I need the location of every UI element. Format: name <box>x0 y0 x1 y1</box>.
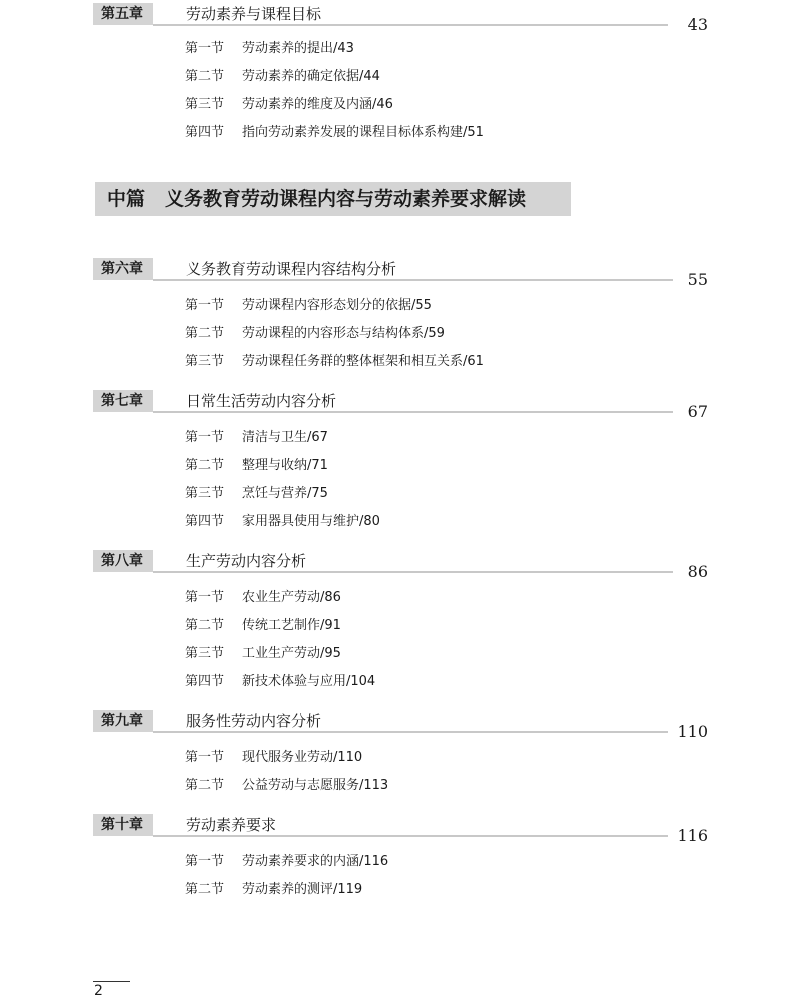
section-number: 第一节 <box>185 854 225 869</box>
chapter-rule <box>153 835 668 837</box>
section-title: 清洁与卫生/67 <box>242 430 328 445</box>
toc-entry[interactable] <box>185 40 354 58</box>
toc-entry[interactable] <box>185 881 362 899</box>
chapter-title: 劳动素养要求 <box>186 816 277 834</box>
toc-entry[interactable] <box>185 617 341 635</box>
section-number: 第二节 <box>185 618 225 633</box>
chapter-label: 第五章 <box>93 3 153 25</box>
section-number: 第三节 <box>185 354 225 369</box>
chapter-10 <box>93 814 708 844</box>
section-number: 第二节 <box>185 882 225 897</box>
toc-entry[interactable] <box>185 96 393 114</box>
toc-entry[interactable] <box>185 457 328 475</box>
toc-entry[interactable] <box>185 124 484 142</box>
toc-entry[interactable] <box>185 325 445 343</box>
chapter-page: 86 <box>687 562 708 581</box>
section-title: 劳动课程任务群的整体框架和相互关系/61 <box>242 354 484 369</box>
toc-entry[interactable] <box>185 297 432 315</box>
chapter-page: 55 <box>687 270 708 289</box>
section-number: 第三节 <box>185 646 225 661</box>
section-title: 整理与收纳/71 <box>242 458 328 473</box>
section-title: 现代服务业劳动/110 <box>242 750 363 765</box>
toc-entry[interactable] <box>185 353 484 371</box>
toc-entry[interactable] <box>185 68 380 86</box>
chapter-title: 生产劳动内容分析 <box>186 552 307 570</box>
section-number: 第一节 <box>185 41 225 56</box>
chapter-rule <box>153 24 668 26</box>
section-number: 第四节 <box>185 674 225 689</box>
section-number: 第二节 <box>185 458 225 473</box>
page-number: 2 <box>94 983 103 999</box>
chapter-9 <box>93 710 708 740</box>
chapter-5 <box>93 3 708 33</box>
section-number: 第二节 <box>185 778 225 793</box>
toc-entry[interactable] <box>185 853 388 871</box>
section-title: 新技术体验与应用/104 <box>242 674 376 689</box>
chapter-label: 第八章 <box>93 550 153 572</box>
section-title: 指向劳动素养发展的课程目标体系构建/51 <box>242 125 484 140</box>
section-title: 劳动素养的确定依据/44 <box>242 69 380 84</box>
chapter-label: 第九章 <box>93 710 153 732</box>
chapter-page: 110 <box>677 722 708 741</box>
chapter-rule <box>153 731 668 733</box>
toc-entry[interactable] <box>185 513 380 531</box>
section-number: 第三节 <box>185 486 225 501</box>
toc-entry[interactable] <box>185 749 362 767</box>
chapter-title: 义务教育劳动课程内容结构分析 <box>186 260 397 278</box>
chapter-8 <box>93 550 708 580</box>
toc-entry[interactable] <box>185 645 341 663</box>
chapter-page: 43 <box>687 15 708 34</box>
toc-entry[interactable] <box>185 429 328 447</box>
chapter-7 <box>93 390 708 420</box>
toc-entry[interactable] <box>185 673 375 691</box>
section-title: 农业生产劳动/86 <box>242 590 341 605</box>
chapter-rule <box>153 279 673 281</box>
part-title: 义务教育劳动课程内容与劳动素养要求解读 <box>165 188 527 210</box>
part-label: 中篇 <box>107 188 146 210</box>
section-title: 家用器具使用与维护/80 <box>242 514 380 529</box>
section-title: 劳动素养要求的内涵/116 <box>242 854 389 869</box>
section-number: 第一节 <box>185 298 225 313</box>
toc-entry[interactable] <box>185 589 341 607</box>
chapter-rule <box>153 411 673 413</box>
chapter-rule <box>153 571 673 573</box>
section-title: 劳动素养的提出/43 <box>242 41 354 56</box>
chapter-title: 日常生活劳动内容分析 <box>186 392 337 410</box>
section-number: 第一节 <box>185 590 225 605</box>
section-title: 传统工艺制作/91 <box>242 618 341 633</box>
toc-entry[interactable] <box>185 777 388 795</box>
chapter-title: 服务性劳动内容分析 <box>186 712 322 730</box>
section-title: 劳动素养的测评/119 <box>242 882 363 897</box>
chapter-label: 第十章 <box>93 814 153 836</box>
section-number: 第一节 <box>185 430 225 445</box>
section-title: 烹饪与营养/75 <box>242 486 328 501</box>
chapter-page: 67 <box>687 402 708 421</box>
toc-entry[interactable] <box>185 485 328 503</box>
section-title: 劳动课程内容形态划分的依据/55 <box>242 298 432 313</box>
section-number: 第二节 <box>185 69 225 84</box>
chapter-label: 第七章 <box>93 390 153 412</box>
section-number: 第四节 <box>185 125 225 140</box>
section-number: 第一节 <box>185 750 225 765</box>
section-number: 第二节 <box>185 326 225 341</box>
section-number: 第三节 <box>185 97 225 112</box>
part-heading <box>95 182 571 216</box>
section-title: 工业生产劳动/95 <box>242 646 341 661</box>
chapter-title: 劳动素养与课程目标 <box>186 5 322 23</box>
chapter-page: 116 <box>677 826 708 845</box>
section-title: 公益劳动与志愿服务/113 <box>242 778 389 793</box>
chapter-label: 第六章 <box>93 258 153 280</box>
section-number: 第四节 <box>185 514 225 529</box>
section-title: 劳动课程的内容形态与结构体系/59 <box>242 326 445 341</box>
chapter-6 <box>93 258 708 288</box>
section-title: 劳动素养的维度及内涵/46 <box>242 97 393 112</box>
footer-rule <box>93 981 130 982</box>
